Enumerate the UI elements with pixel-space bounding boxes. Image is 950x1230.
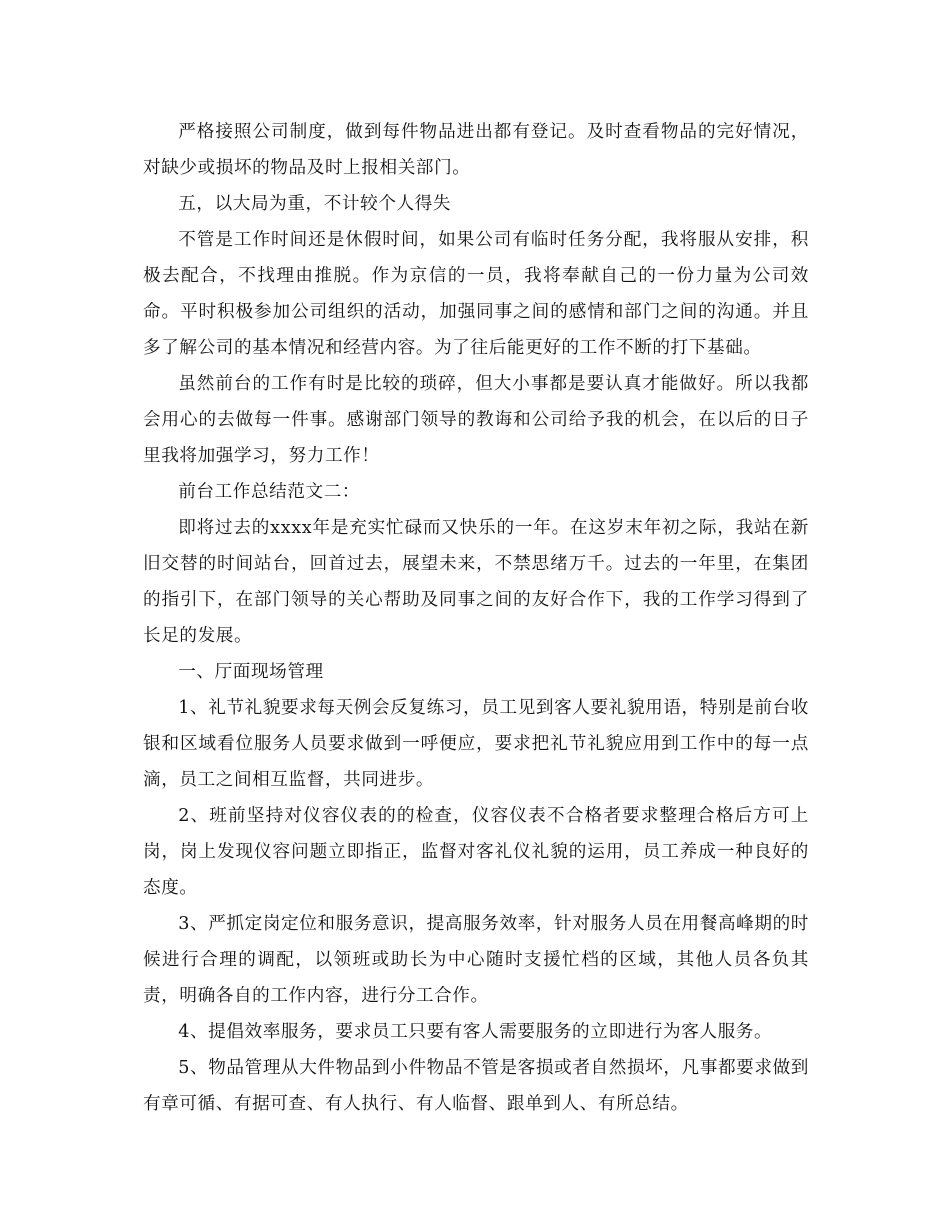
list-item-appearance-check: 2、班前坚持对仪容仪表的的检查，仪容仪表不合格者要求整理合格后方可上岗，岗上发现仪容问题立即指正，监督对客礼仪礼貌的运用，员工养成一种良好的态度。: [143, 806, 809, 898]
heading-hall-management: 一、厅面现场管理: [178, 662, 324, 682]
paragraph-registration: 严格接照公司制度，做到每件物品进出都有登记。及时查看物品的完好情况，对缺少或损坏的物品及时上报相关部门。: [143, 122, 809, 178]
heading-overall-interest: 五，以大局为重，不计较个人得失: [178, 194, 452, 214]
list-item-efficient-service: 4、提倡效率服务，要求员工只要有客人需要服务的立即进行为客人服务。: [178, 1022, 773, 1042]
document-body: [143, 114, 809, 1122]
heading-sample-two: 前台工作总结范文二：: [178, 482, 361, 502]
list-item-etiquette: 1、礼节礼貌要求每天例会反复练习，员工见到客人要礼貌用语，特别是前台收银和区域看位服务人员要求做到一呼便应，要求把礼节礼貌应用到工作中的每一点滴，员工之间相互监督，共同进步。: [143, 698, 809, 790]
list-item-item-management: 5、物品管理从大件物品到小件物品不管是客损或者自然损坏，凡事都要求做到有章可循、有据可查、有人执行、有人临督、跟单到人、有所总结。: [143, 1058, 809, 1114]
paragraph-year-review: 即将过去的xxxx年是充实忙碌而又快乐的一年。在这岁末年初之际，我站在新旧交替的时间站台，回首过去，展望未来，不禁思绪万千。过去的一年里，在集团的指引下，在部门领导的关心帮助及同事之间的友好合作下，我的工作学习得到了长足的发展。: [143, 518, 809, 646]
list-item-post-positioning: 3、严抓定岗定位和服务意识，提高服务效率，针对服务人员在用餐高峰期的时候进行合理的调配，以领班或助长为中心随时支援忙档的区域，其他人员各负其责，明确各自的工作内容，进行分工合作。: [143, 914, 809, 1006]
paragraph-obey-arrangement: 不管是工作时间还是休假时间，如果公司有临时任务分配，我将服从安排，积极去配合，不找理由推脱。作为京信的一员，我将奉献自己的一份力量为公司效命。平时积极参加公司组织的活动，加强同事之间的感情和部门之间的沟通。并且多了解公司的基本情况和经营内容。为了往后能更好的工作不断的打下基础。: [143, 230, 809, 358]
paragraph-front-desk-work: 虽然前台的工作有时是比较的琐碎，但大小事都是要认真才能做好。所以我都会用心的去做每一件事。感谢部门领导的教诲和公司给予我的机会，在以后的日子里我将加强学习，努力工作！: [143, 374, 809, 466]
